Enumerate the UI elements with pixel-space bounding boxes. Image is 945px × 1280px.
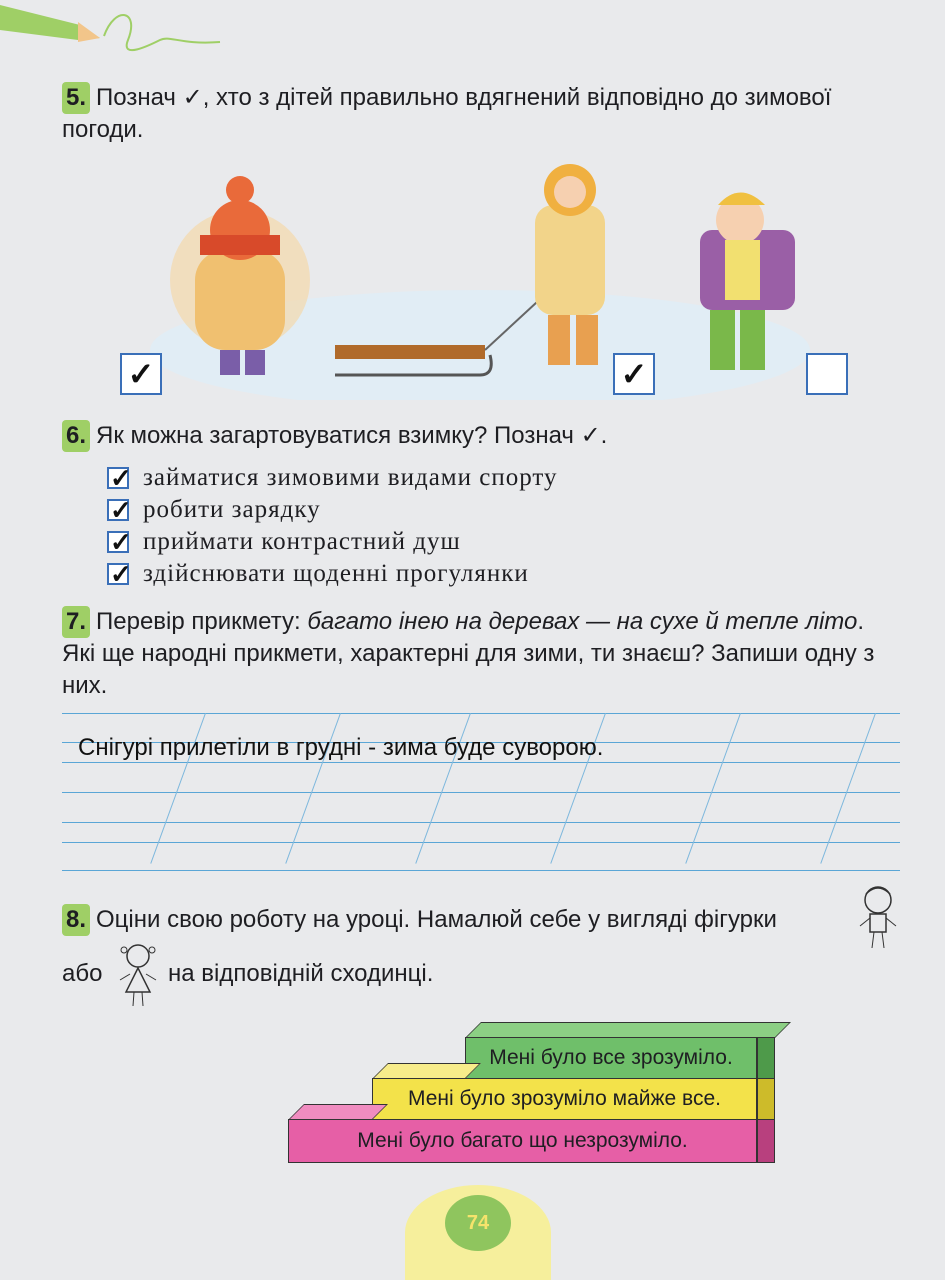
option-checkbox[interactable]: ✓ bbox=[107, 531, 129, 553]
task6-text: 6. Як можна загартовуватися взимку? Познач ✓. bbox=[62, 420, 902, 452]
step-bottom[interactable]: Мені було багато що незрозуміло. bbox=[288, 1119, 757, 1163]
step-middle[interactable]: Мені було зрозуміло майже все. bbox=[372, 1078, 757, 1120]
option-label: робити зарядку bbox=[143, 496, 321, 523]
girl-figure-icon bbox=[118, 940, 158, 1010]
task5-text: 5. Познач ✓, хто з дітей правильно вдягнений відповідно до зимової погоди. bbox=[62, 84, 832, 143]
task7-number: 7. bbox=[62, 606, 90, 638]
winter-children-illustration bbox=[110, 150, 850, 400]
checkbox-child-2[interactable]: ✓ bbox=[613, 353, 655, 395]
task8-text: 8. Оціни свою роботу на уроці. Намалюй себе у вигляді фігурки bbox=[62, 904, 852, 936]
word-or: або bbox=[62, 960, 103, 987]
option-label: здійснювати щоденні прогулянки bbox=[143, 560, 529, 587]
task7-text: 7. Перевір прикмету: багато інею на деревах — на сухе й тепле літо. Які ще народні прикмети, характерні для зими, ти знаєш? Запиши одну з них. bbox=[62, 608, 875, 699]
task6-number: 6. bbox=[62, 420, 90, 452]
boy-figure-icon bbox=[858, 882, 898, 954]
task8-number: 8. bbox=[62, 904, 90, 936]
option-checkbox[interactable]: ✓ bbox=[107, 467, 129, 489]
page-number: 74 bbox=[445, 1195, 511, 1251]
pencil-decoration bbox=[0, 0, 240, 70]
task5-number: 5. bbox=[62, 82, 90, 114]
option-item[interactable] bbox=[107, 495, 321, 525]
option-item[interactable] bbox=[107, 527, 461, 557]
answer-text[interactable]: Снігурі прилетіли в грудні - зима буде суворою. bbox=[78, 734, 604, 761]
checkbox-child-1[interactable]: ✓ bbox=[120, 353, 162, 395]
option-item[interactable] bbox=[107, 463, 558, 493]
option-checkbox[interactable]: ✓ bbox=[107, 563, 129, 585]
option-checkbox[interactable]: ✓ bbox=[107, 499, 129, 521]
option-label: займатися зимовими видами спорту bbox=[143, 464, 558, 491]
task8-line2: на відповідній сходинці. bbox=[168, 960, 434, 987]
option-label: приймати контрастний душ bbox=[143, 528, 461, 555]
checkbox-child-3[interactable] bbox=[806, 353, 848, 395]
step-top[interactable]: Мені було все зрозуміло. bbox=[465, 1037, 757, 1079]
option-item[interactable] bbox=[107, 559, 529, 589]
